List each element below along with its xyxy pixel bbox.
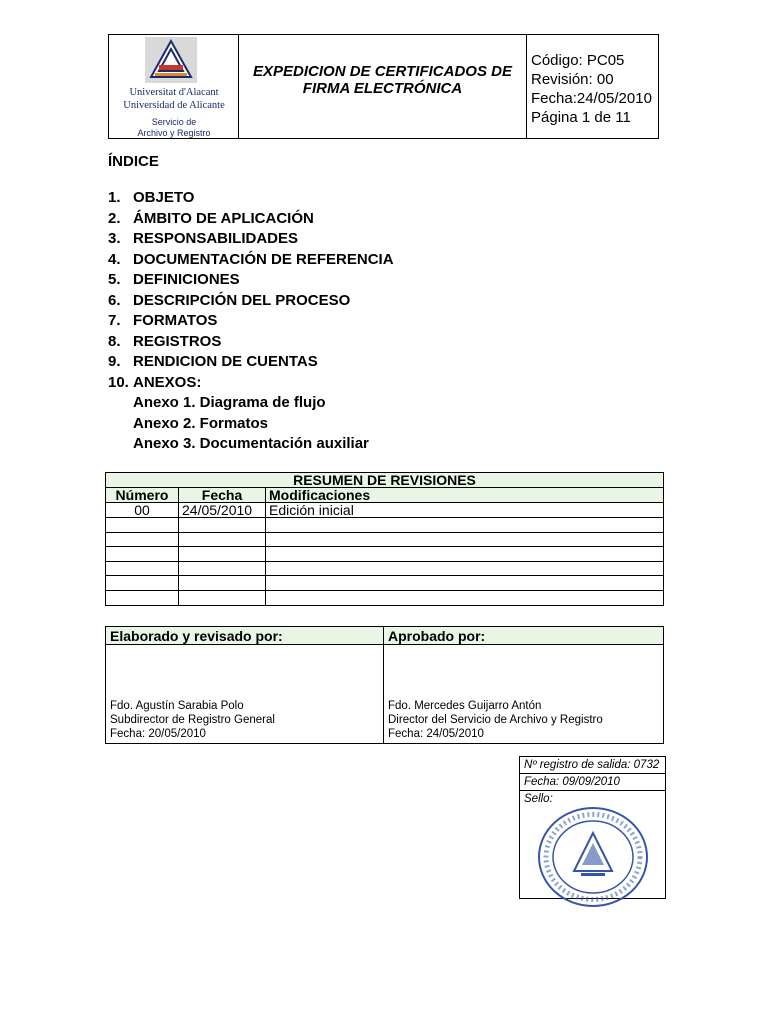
document-header	[108, 34, 659, 139]
index-item	[108, 229, 394, 250]
document-title	[239, 35, 527, 138]
university-name	[109, 86, 239, 112]
index-item	[108, 209, 394, 230]
approved-by-header: Aprobado por:	[384, 627, 664, 645]
table-cell	[106, 518, 179, 533]
table-cell	[266, 590, 664, 605]
index-item-label: REGISTROS	[133, 332, 222, 350]
table-cell	[106, 590, 179, 605]
index-item-number: 1.	[108, 189, 121, 206]
document-date: Fecha:24/05/2010	[531, 90, 652, 107]
table-row	[106, 590, 664, 605]
revisions-header-number: Número	[106, 488, 179, 503]
document-code: Código: PC05	[531, 52, 625, 69]
service-name	[109, 117, 239, 139]
table-row	[106, 561, 664, 576]
seal-cell	[520, 791, 666, 899]
index-item-number: 4.	[108, 250, 121, 268]
index-item-number: 8.	[108, 332, 121, 350]
table-cell	[179, 518, 266, 533]
approved-by-name: Fdo. Mercedes Guijarro Antón	[388, 700, 542, 712]
revision-date: 24/05/2010	[179, 503, 266, 518]
table-cell	[266, 532, 664, 547]
table-cell	[106, 561, 179, 576]
index-item	[108, 188, 394, 209]
prepared-by-role: Subdirector de Registro General	[110, 714, 275, 726]
registry-box	[519, 756, 666, 899]
index-item-number: 2.	[108, 209, 121, 227]
index-item	[108, 352, 394, 373]
table-cell	[266, 547, 664, 562]
seal-label: Sello:	[524, 793, 553, 805]
approved-by-signature	[384, 645, 664, 744]
prepared-by-date: Fecha: 20/05/2010	[110, 728, 206, 740]
prepared-by-signature	[106, 645, 384, 744]
index-item	[108, 291, 394, 312]
index-item-number: 9.	[108, 353, 121, 370]
index-item-label: RENDICION DE CUENTAS	[133, 353, 318, 370]
index-item	[108, 332, 394, 353]
index-item	[108, 373, 394, 394]
service-name-line2: Archivo y Registro	[137, 128, 211, 138]
table-cell	[106, 532, 179, 547]
table-row	[106, 518, 664, 533]
service-name-line1: Servicio de	[151, 117, 197, 127]
index-item-number: 3.	[108, 230, 121, 247]
index-item-label: ANEXOS:	[133, 373, 202, 391]
annex-item: Anexo 3. Documentación auxiliar	[133, 435, 369, 452]
index-item	[108, 270, 394, 291]
table-cell	[179, 547, 266, 562]
university-logo-block	[109, 35, 239, 138]
document-title-line2: FIRMA ELECTRÓNICA	[302, 79, 463, 97]
registry-number: Nº registro de salida: 0732	[520, 757, 666, 774]
revisions-header-changes: Modificaciones	[266, 488, 664, 503]
table-cell	[266, 576, 664, 591]
table-row	[106, 547, 664, 562]
index-item-number: 7.	[108, 312, 121, 329]
index-item-label: DEFINICIONES	[133, 271, 240, 288]
registry-date: Fecha: 09/09/2010	[520, 774, 666, 791]
revision-changes: Edición inicial	[266, 503, 664, 518]
index-title: ÍNDICE	[108, 153, 159, 170]
index-item	[108, 250, 394, 271]
table-cell	[179, 532, 266, 547]
table-cell	[106, 576, 179, 591]
table-cell	[179, 561, 266, 576]
annex-item: Anexo 1. Diagrama de flujo	[133, 394, 326, 411]
document-revision: Revisión: 00	[531, 71, 614, 88]
approved-by-role: Director del Servicio de Archivo y Registro	[388, 714, 603, 726]
index-item-label: FORMATOS	[133, 312, 218, 329]
signatures-table	[105, 626, 664, 744]
index-item-number: 5.	[108, 271, 121, 288]
university-logo-icon	[145, 37, 197, 83]
table-row	[106, 576, 664, 591]
university-name-spanish: Universidad de Alicante	[123, 100, 225, 111]
table-row	[106, 532, 664, 547]
document-title-line1: EXPEDICION DE CERTIFICADOS DE	[253, 62, 512, 80]
index-item-label: DOCUMENTACIÓN DE REFERENCIA	[133, 250, 394, 268]
revisions-table	[105, 472, 664, 606]
prepared-by-header: Elaborado y revisado por:	[106, 627, 384, 645]
revision-number: 00	[106, 503, 179, 518]
index-item-label: DESCRIPCIÓN DEL PROCESO	[133, 291, 351, 309]
index-item-label: OBJETO	[133, 189, 195, 206]
table-cell	[106, 547, 179, 562]
document-metadata	[527, 35, 658, 138]
table-cell	[266, 518, 664, 533]
university-seal-stamp-icon	[536, 805, 650, 909]
revisions-table-title: RESUMEN DE REVISIONES	[106, 473, 664, 488]
index-list	[108, 188, 394, 455]
index-item-number: 10.	[108, 373, 129, 391]
university-name-valencian: Universitat d'Alacant	[129, 87, 219, 98]
table-row	[106, 503, 664, 518]
index-item-label: ÁMBITO DE APLICACIÓN	[133, 209, 314, 227]
index-item	[108, 311, 394, 332]
table-cell	[179, 590, 266, 605]
table-cell	[179, 576, 266, 591]
index-item-label: RESPONSABILIDADES	[133, 230, 299, 247]
annex-item: Anexo 2. Formatos	[133, 414, 269, 432]
approved-by-date: Fecha: 24/05/2010	[388, 728, 484, 740]
index-item-number: 6.	[108, 291, 121, 309]
revisions-header-date: Fecha	[179, 488, 266, 503]
prepared-by-name: Fdo. Agustín Sarabia Polo	[110, 700, 244, 712]
document-page: Página 1 de 11	[531, 109, 631, 126]
table-cell	[266, 561, 664, 576]
